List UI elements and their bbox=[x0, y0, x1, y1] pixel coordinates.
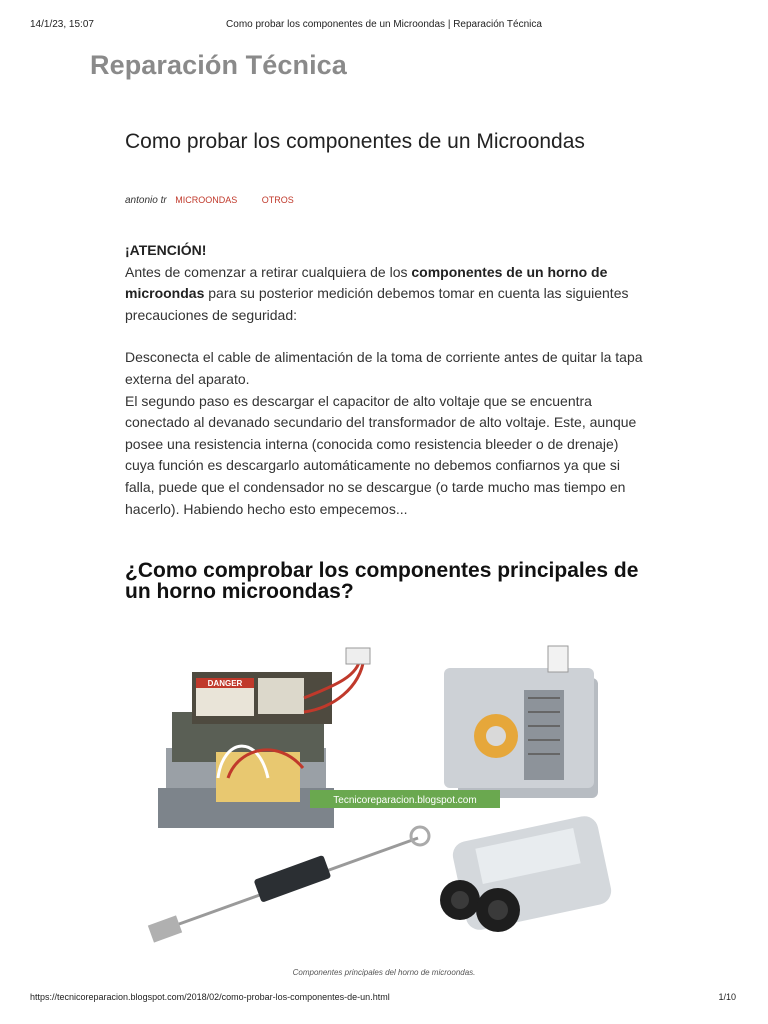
post-body bbox=[125, 240, 650, 520]
paragraph-disconnect: Desconecta el cable de alimentación de la toma de corriente antes de quitar la tapa externa del aparato. bbox=[125, 349, 643, 387]
section-subheading: ¿Como comprobar los componentes principales de un horno microondas? bbox=[125, 559, 639, 603]
svg-text:DANGER: DANGER bbox=[207, 679, 243, 688]
site-title[interactable]: Reparación Técnica bbox=[90, 50, 347, 80]
print-footer bbox=[0, 992, 768, 1006]
label-link-otros[interactable]: OTROS bbox=[261, 195, 294, 205]
paragraph-capacitor: El segundo paso es descargar el capacitor de alto voltaje que se encuentra conectado al devanado secundario del transformador de alto voltaje. Este, aunque posee una resistencia interna (conocida como resistencia bleeder o de drenaje) cuya función es descargarlo automáticamente no debemos confiarnos ya que si falla, puede que el condensador no se descargue (o tarde mucho mas tiempo en hacerlo). Habiendo hecho esto empecemos... bbox=[125, 392, 637, 517]
watermark-badge bbox=[310, 790, 500, 808]
diode-image bbox=[148, 827, 429, 943]
label-link-microondas[interactable]: MICROONDAS bbox=[175, 195, 238, 205]
print-date: 14/1/23, 15:07 bbox=[30, 19, 94, 30]
print-url: https://tecnicoreparacion.blogspot.com/2018/02/como-probar-los-componentes-de-un.html bbox=[30, 992, 390, 1002]
print-header bbox=[0, 16, 768, 32]
print-document-title: Como probar los componentes de un Microondas | Reparación Técnica bbox=[226, 19, 542, 30]
bold-phrase: componentes de un horno de microondas bbox=[125, 263, 608, 302]
post-title: Como probar los componentes de un Microondas bbox=[125, 130, 585, 153]
svg-text:Tecnicoreparacion.blogspot.com: Tecnicoreparacion.blogspot.com bbox=[333, 795, 477, 806]
figure-caption: Componentes principales del horno de microondas. bbox=[292, 968, 476, 977]
page-number: 1/10 bbox=[718, 992, 736, 1002]
paragraph-intro: Antes de comenzar a retirar cualquiera de los componentes de un horno de microondas para su posterior medición debemos tomar en cuenta las siguientes precauciones de seguridad: bbox=[125, 263, 629, 323]
post-author[interactable]: antonio tr bbox=[125, 195, 167, 206]
capacitor-image bbox=[440, 814, 614, 933]
magnetron-image bbox=[444, 646, 598, 798]
components-figure bbox=[128, 628, 618, 958]
post-meta bbox=[125, 195, 294, 209]
attention-heading: ¡ATENCIÓN! bbox=[125, 242, 207, 258]
